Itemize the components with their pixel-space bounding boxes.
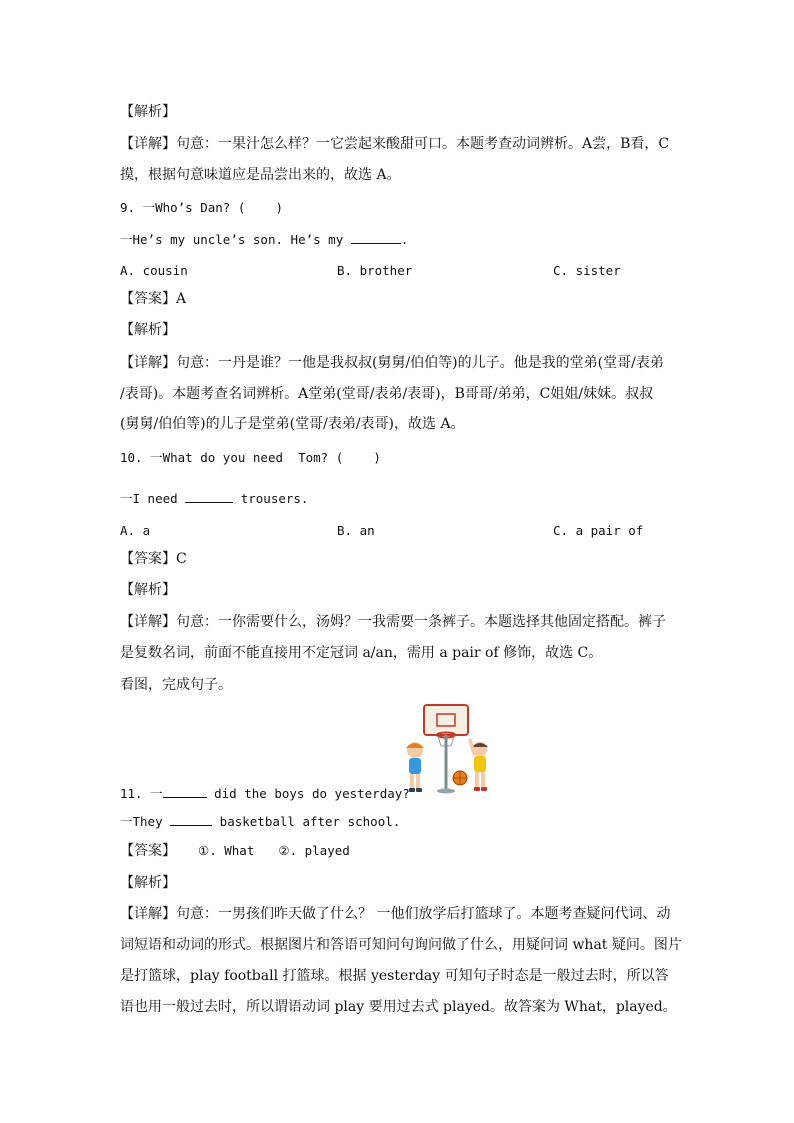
- basketball-boys-illustration: [400, 702, 500, 798]
- q9-line-2: [120, 231, 408, 249]
- q9-option-b: B. brother: [337, 263, 413, 278]
- q8-jiexi-label: 【解析】: [120, 104, 176, 120]
- q9-line-2-text: 一He’s my uncle’s son. He’s my: [120, 232, 351, 247]
- q10-answer-blank: [185, 490, 233, 503]
- right-boy-leg-left: [475, 772, 479, 788]
- q10-detail-line-1: 【详解】句意：一你需要什么，汤姆？一我需要一条裤子。本题选择其他固定搭配。裤子: [120, 614, 666, 630]
- q11-detail-line-3: 是打篮球，play football 打篮球。根据 yesterday 可知句子时态是一般过去时，所以答: [120, 968, 669, 984]
- q11-line-2-text: 一They: [120, 814, 171, 829]
- q9-detail-line-3: (舅舅/伯伯等)的儿子是堂弟(堂哥/表弟/表哥)，故选 A。: [120, 416, 465, 432]
- q11-line-2-end: basketball after school.: [212, 814, 401, 829]
- right-boy-leg-right: [481, 772, 485, 788]
- q11-blank-1: [163, 785, 207, 798]
- q11-answer: [120, 842, 350, 860]
- q10-line-2-end: trousers.: [233, 491, 309, 506]
- q8-detail-line-1: 【详解】句意：一果汁怎么样？一它尝起来酸甜可口。本题考查动词辨析。A尝，B看，C: [120, 136, 670, 152]
- right-boy-shirt: [474, 756, 486, 772]
- q9-answer: 【答案】A: [120, 291, 187, 307]
- left-boy-leg-left: [410, 774, 414, 790]
- q11-stem-number: 11. 一: [120, 786, 163, 801]
- q10-jiexi-label: 【解析】: [120, 582, 176, 598]
- q11-stem-text: did the boys do yesterday?: [206, 786, 410, 801]
- q10-line-2-text: 一I need: [120, 491, 186, 506]
- q11-line-2: [120, 813, 400, 831]
- q9-detail-line-1: 【详解】句意：一丹是谁？一他是我叔叔(舅舅/伯伯等)的儿子。他是我的堂弟(堂哥/表弟: [120, 355, 664, 371]
- q10-option-c: C. a pair of: [553, 523, 644, 538]
- q9-answer-blank: [351, 231, 401, 244]
- q9-option-c: C. sister: [553, 263, 621, 278]
- left-boy-shirt: [409, 758, 421, 774]
- q10-detail-line-2: 是复数名词，前面不能直接用不定冠词 a/an，需用 a pair of 修饰，故选 C。: [120, 645, 603, 661]
- q11-jiexi-label: 【解析】: [120, 875, 176, 891]
- q9-jiexi-label: 【解析】: [120, 322, 176, 338]
- q11-blank-2: [170, 813, 212, 826]
- q11-answer-1: ①. What: [198, 843, 255, 858]
- q10-line-2: [120, 490, 308, 508]
- right-boy-arm-up: [470, 740, 474, 754]
- q10-option-a: A. a: [120, 523, 151, 538]
- left-boy-shoe-left: [409, 788, 415, 792]
- left-boy-shoe-right: [416, 788, 422, 792]
- q11-detail-line-1: 【详解】句意：一男孩们昨天做了什么？ 一他们放学后打篮球了。本题考查疑问代词、动: [120, 906, 671, 922]
- left-boy-cap: [406, 743, 424, 748]
- q10-option-b: B. an: [337, 523, 375, 538]
- q11-answer-label: 【答案】: [120, 843, 176, 859]
- backboard-shape: [424, 705, 468, 735]
- q11-answer-2: ②. played: [278, 843, 350, 858]
- q9-stem: 9. 一Who’s Dan? ( ): [120, 200, 284, 215]
- hoop-base: [437, 789, 455, 794]
- right-boy-hair: [472, 743, 488, 747]
- section-instruction: 看图，完成句子。: [120, 677, 232, 693]
- right-boy-shoe-left: [474, 787, 480, 791]
- q10-stem: 10. 一What do you need Tom? ( ): [120, 450, 381, 465]
- q10-answer: 【答案】C: [120, 551, 187, 567]
- q11-detail-line-4: 语也用一般过去时，所以谓语动词 play 要用过去式 played。故答案为 What，played。: [120, 999, 677, 1015]
- q11-stem: [120, 785, 410, 803]
- q9-detail-line-2: /表哥)。本题考查名词辨析。A堂弟(堂哥/表弟/表哥)，B哥哥/弟弟，C姐姐/妹妹。叔叔: [120, 386, 654, 402]
- q8-detail-line-2: 摸，根据句意味道应是品尝出来的，故选 A。: [120, 167, 401, 183]
- q9-line-2-end: .: [400, 232, 409, 247]
- q9-option-a: A. cousin: [120, 263, 188, 278]
- left-boy-leg-right: [416, 774, 420, 790]
- right-boy-shoe-right: [481, 787, 487, 791]
- q11-detail-line-2: 词短语和动词的形式。根据图片和答语可知问句询问做了什么，用疑问词 what 疑问。图片: [120, 937, 682, 953]
- hoop-pole: [445, 735, 448, 790]
